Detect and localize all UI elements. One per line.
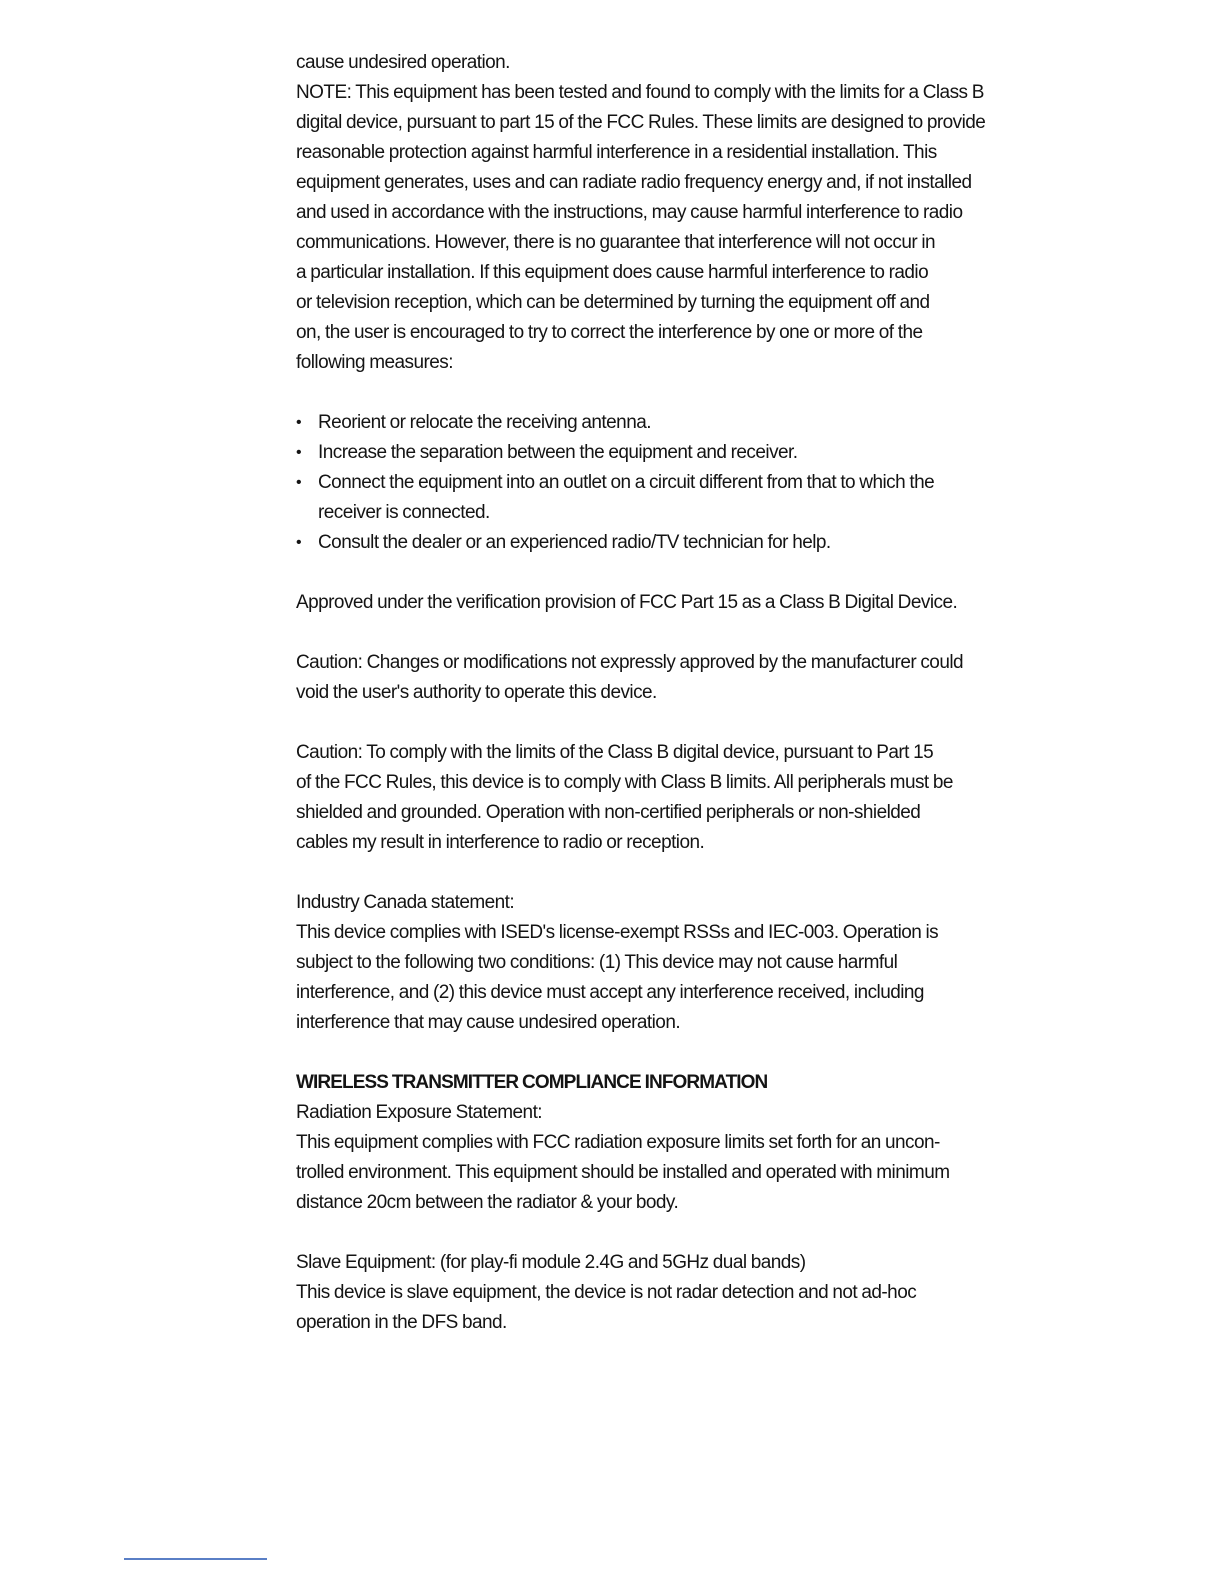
text-line: following measures: <box>296 352 453 373</box>
text-line: a particular installation. If this equipment does cause harmful interference to radio <box>296 262 929 283</box>
text-line: cables my result in interference to radio or reception. <box>296 832 705 853</box>
text-line: operation in the DFS band. <box>296 1312 507 1333</box>
fcc-notice-paragraph <box>296 48 986 378</box>
list-item <box>296 468 946 528</box>
text-line: Caution: Changes or modifications not expressly approved by the manufacturer could <box>296 652 964 673</box>
list-item <box>296 408 946 438</box>
text-line: This equipment complies with FCC radiation exposure limits set forth for an uncon- <box>296 1132 940 1153</box>
bullet-icon: • <box>296 534 302 551</box>
text-line: Industry Canada statement: <box>296 892 515 913</box>
text-line: communications. However, there is no guarantee that interference will not occur in <box>296 232 936 253</box>
text-line: Consult the dealer or an experienced radio/TV technician for help. <box>318 532 831 553</box>
industry-canada-paragraph <box>296 888 946 1038</box>
text-line: shielded and grounded. Operation with non-certified peripherals or non-shielded <box>296 802 921 823</box>
text-line: Slave Equipment: (for play-fi module 2.4G and 5GHz dual bands) <box>296 1252 806 1273</box>
paragraph-spacer <box>296 1038 946 1068</box>
text-line: interference, and (2) this device must accept any interference received, including <box>296 982 924 1003</box>
text-line: or television reception, which can be determined by turning the equipment off and <box>296 292 930 313</box>
paragraph-spacer <box>296 378 946 408</box>
bullet-icon: • <box>296 474 302 491</box>
list-item <box>296 438 946 468</box>
text-line: Approved under the verification provision of FCC Part 15 as a Class B Digital Device. <box>296 592 958 613</box>
list-item <box>296 528 946 558</box>
text-line: trolled environment. This equipment should be installed and operated with minimum <box>296 1162 950 1183</box>
paragraph-spacer <box>296 708 946 738</box>
footer-rule <box>124 1558 267 1560</box>
text-line: reasonable protection against harmful interference in a residential installation. This <box>296 142 937 163</box>
bullet-icon: • <box>296 444 302 461</box>
slave-equipment-paragraph <box>296 1248 946 1338</box>
text-line: Radiation Exposure Statement: <box>296 1102 543 1123</box>
text-line: Connect the equipment into an outlet on a circuit different from that to which the <box>318 472 935 493</box>
text-line: receiver is connected. <box>318 502 490 523</box>
text-line: NOTE: This equipment has been tested and found to comply with the limits for a Class B <box>296 82 984 103</box>
caution-class-b-paragraph <box>296 738 953 858</box>
paragraph-spacer <box>296 858 946 888</box>
section-heading: WIRELESS TRANSMITTER COMPLIANCE INFORMATION <box>296 1072 768 1093</box>
document-page <box>296 48 986 1338</box>
text-line: subject to the following two conditions: (1) This device may not cause harmful <box>296 952 898 973</box>
caution-modifications-paragraph <box>296 648 964 708</box>
paragraph-spacer <box>296 558 946 588</box>
text-line: of the FCC Rules, this device is to comply with Class B limits. All peripherals must be <box>296 772 953 793</box>
bullet-icon: • <box>296 414 302 431</box>
text-line: equipment generates, uses and can radiate radio frequency energy and, if not installed <box>296 172 972 193</box>
text-line: distance 20cm between the radiator & your body. <box>296 1192 679 1213</box>
text-line: Increase the separation between the equipment and receiver. <box>318 442 798 463</box>
measures-list <box>296 408 946 558</box>
text-line: This device complies with ISED's license-exempt RSSs and IEC-003. Operation is <box>296 922 939 943</box>
paragraph-spacer <box>296 1218 946 1248</box>
text-line: void the user's authority to operate this device. <box>296 682 657 703</box>
text-line: digital device, pursuant to part 15 of the FCC Rules. These limits are designed to provide <box>296 112 986 133</box>
paragraph-spacer <box>296 618 946 648</box>
text-line: This device is slave equipment, the device is not radar detection and not ad-hoc <box>296 1282 917 1303</box>
wireless-compliance-section <box>296 1068 950 1218</box>
approved-paragraph <box>296 588 958 618</box>
text-line: interference that may cause undesired operation. <box>296 1012 681 1033</box>
text-line: cause undesired operation. <box>296 52 510 73</box>
text-line: and used in accordance with the instructions, may cause harmful interference to radio <box>296 202 963 223</box>
text-line: Reorient or relocate the receiving antenna. <box>318 412 651 433</box>
text-line: on, the user is encouraged to try to correct the interference by one or more of the <box>296 322 923 343</box>
text-line: Caution: To comply with the limits of the Class B digital device, pursuant to Part 15 <box>296 742 934 763</box>
